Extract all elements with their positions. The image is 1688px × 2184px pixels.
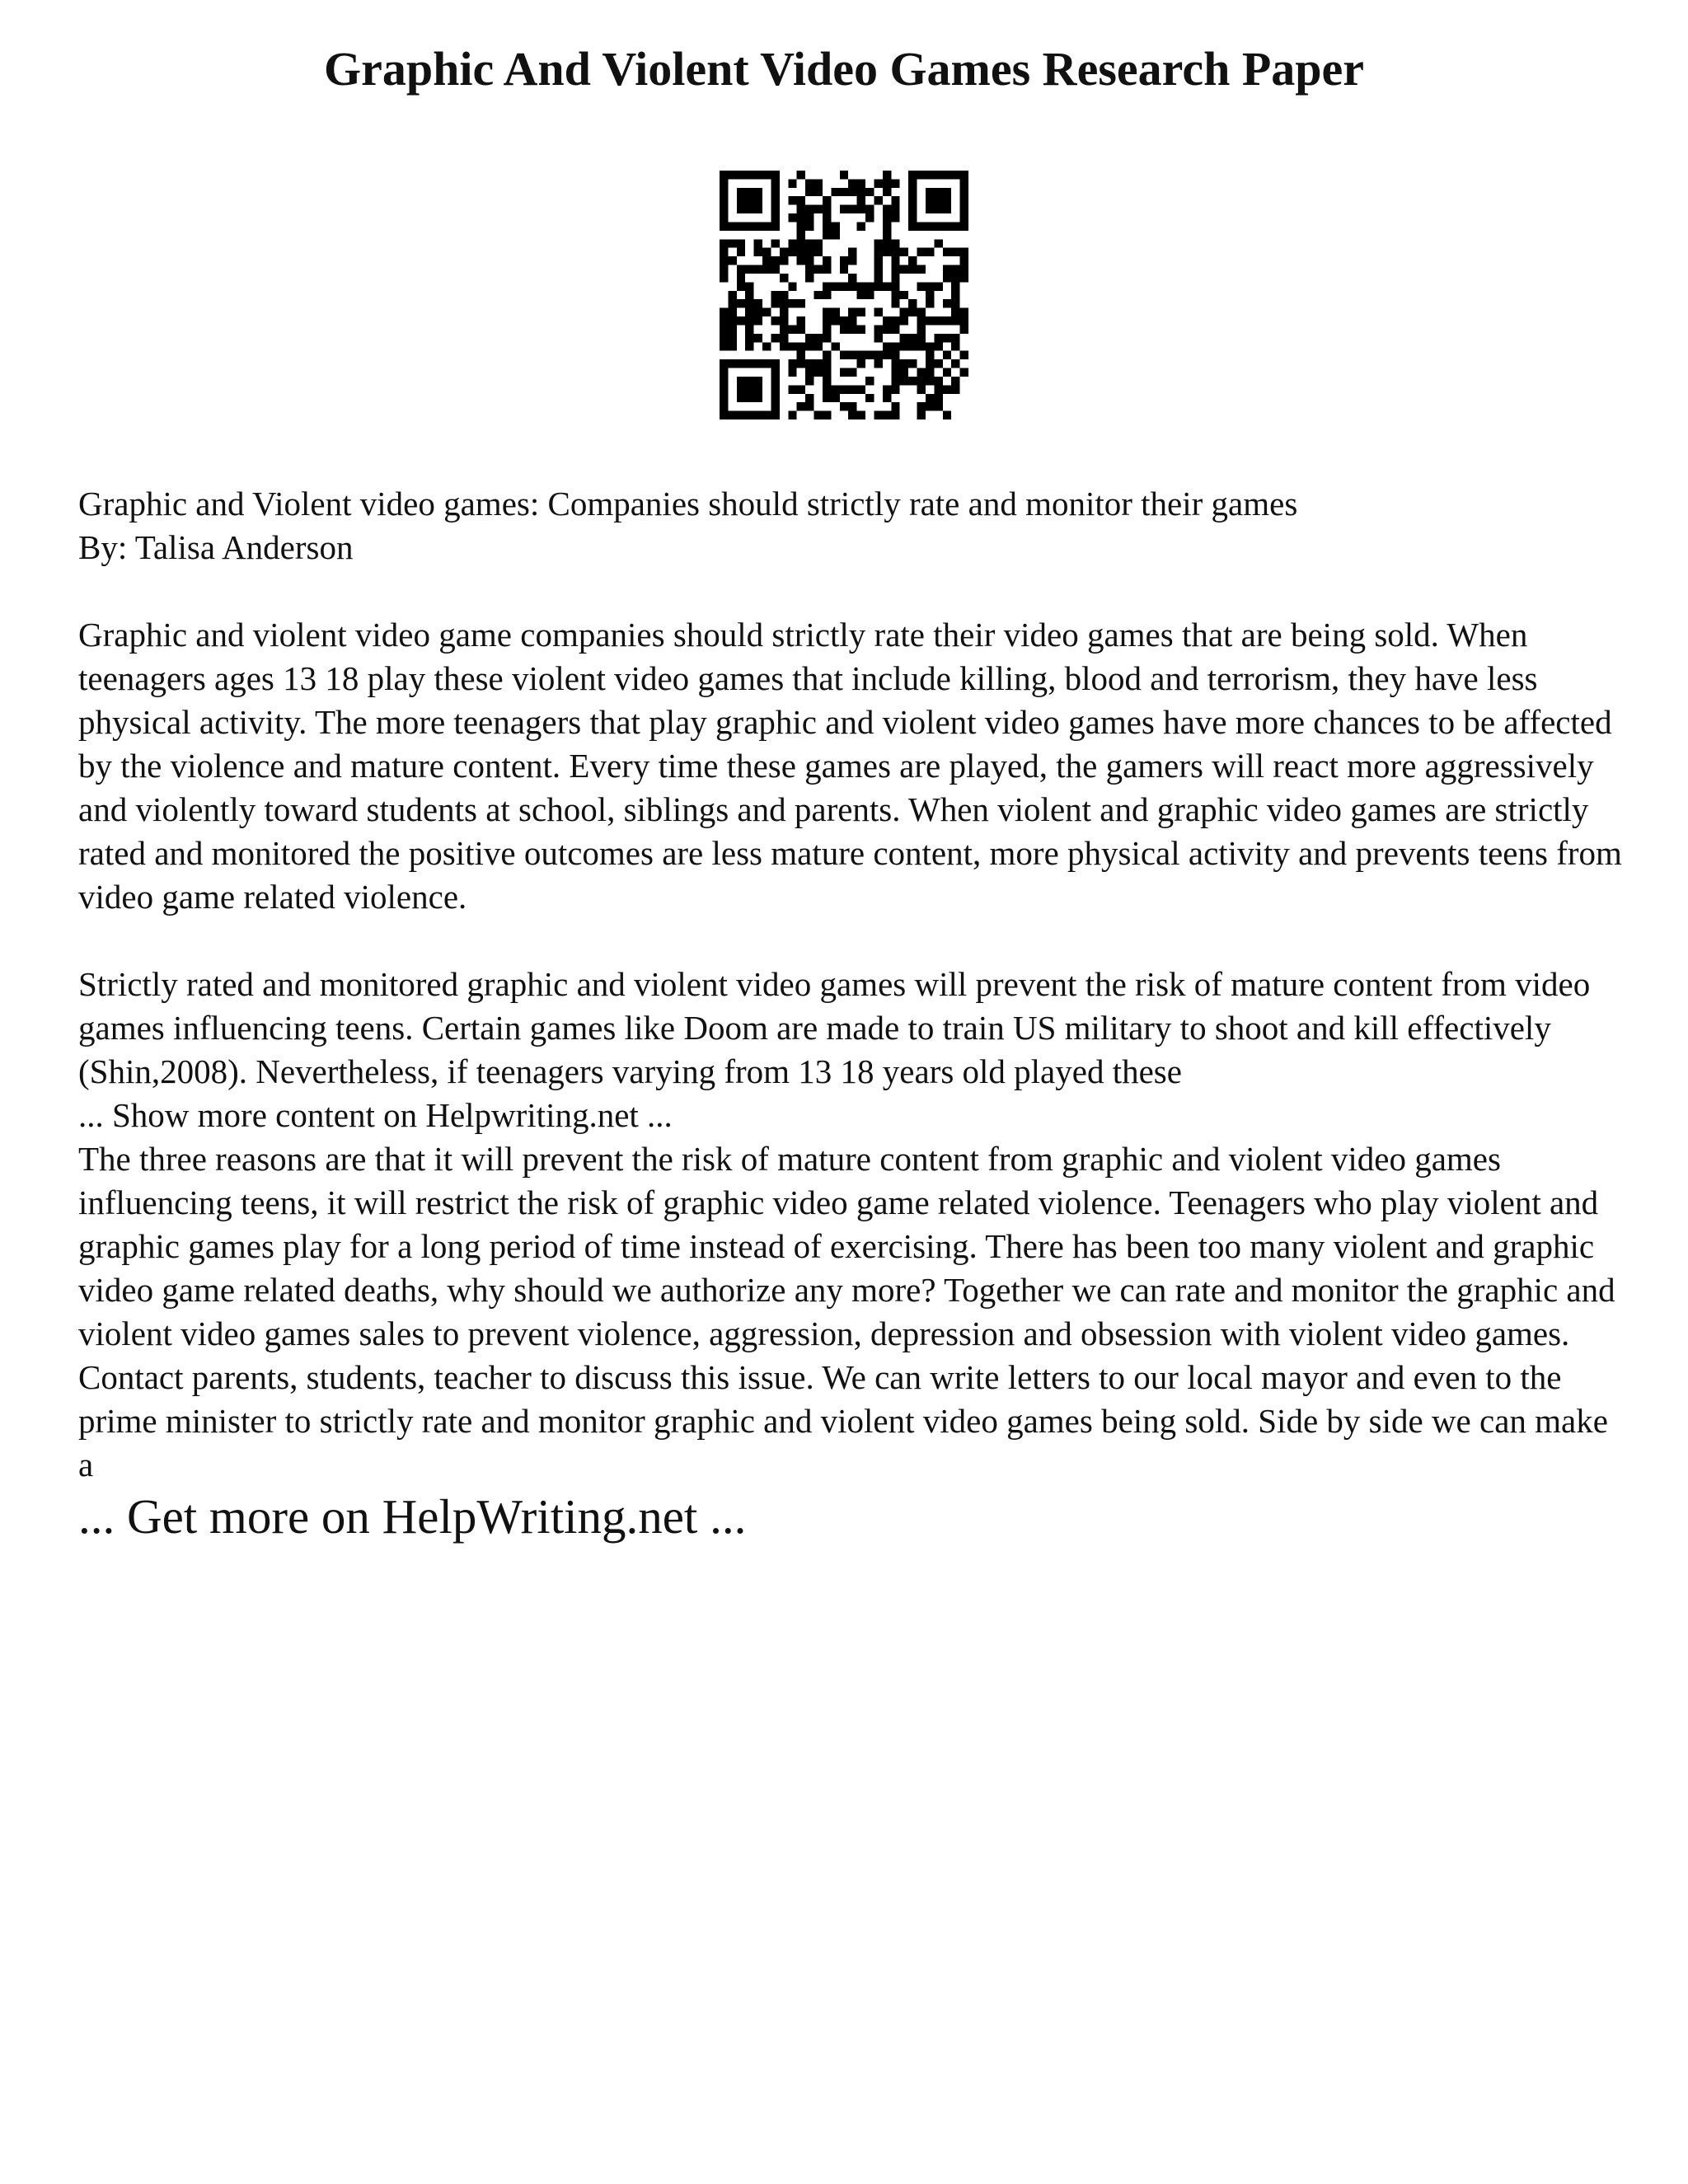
document-subtitle: Graphic and Violent video games: Companies should strictly rate and monitor their games (78, 485, 1298, 523)
get-more-link[interactable]: ... Get more on HelpWriting.net ... (78, 1489, 747, 1544)
qr-code (720, 171, 968, 419)
paragraph-gap (78, 569, 1628, 613)
body-paragraph-3: The three reasons are that it will prevent the risk of mature content from graphic and violent video games influencing teens, it will restrict the risk of graphic video game related violence. Teenagers who play violent and graphic games play for a long period of time instead of exercising. There has been too many violent and graphic video game related deaths, why should we authorize any more? Together we can rate and monitor the graphic and violent video games sales to prevent violence, aggression, depression and obsession with violent video games. Contact parents, students, teacher to discuss this issue. We can write letters to our local mayor and even to the prime minister to strictly rate and monitor graphic and violent video games being sold. Side by side we can make a (78, 1140, 1615, 1483)
document-byline: By: Talisa Anderson (78, 528, 354, 566)
document-body (78, 482, 1628, 1546)
body-paragraph-2: Strictly rated and monitored graphic and violent video games will prevent the risk of mature content from video games influencing teens. Certain games like Doom are made to train US military to shoot and kill effectively (Shin,2008). Nevertheless, if teenagers varying from 13 18 years old played these (78, 965, 1591, 1090)
page-title: Graphic And Violent Video Games Research Paper (323, 42, 1364, 96)
body-paragraph-1: Graphic and violent video game companies should strictly rate their video games that are being sold. When teenagers ages 13 18 play these violent video games that include killing, blood and terrorism, they have less physical activity. The more teenagers that play graphic and violent video games have more chances to be affected by the violence and mature content. Every time these games are played, the gamers will react more aggressively and violently toward students at school, siblings and parents. When violent and graphic video games are strictly rated and monitored the positive outcomes are less mature content, more physical activity and prevents teens from video game related violence. (78, 616, 1622, 916)
paragraph-gap (78, 919, 1628, 963)
show-more-link[interactable]: ... Show more content on Helpwriting.net ... (78, 1096, 673, 1134)
qr-code-icon (720, 171, 968, 419)
